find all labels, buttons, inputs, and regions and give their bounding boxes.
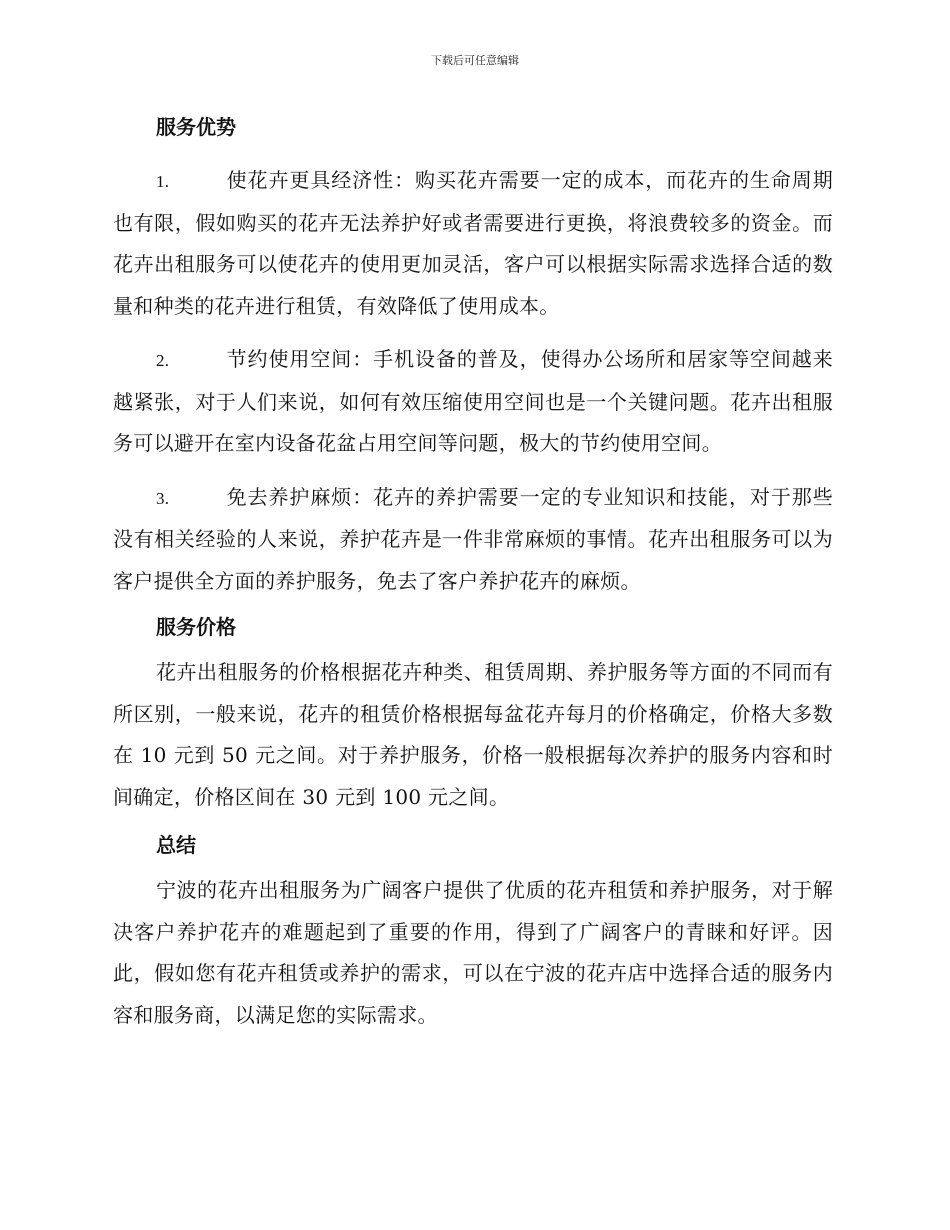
pricing-paragraph: 花卉出租服务的价格根据花卉种类、租赁周期、养护服务等方面的不同而有所区别，一般来说，花卉的租赁价格根据每盆花卉每月的价格确定，价格大多数在 10 元到 50 元之间。对于养护服务，价格一般根据每次养护的服务内容和时间确定，价格区间在 30 元到 100 元之间。 [113, 660, 833, 809]
list-item-text: 节约使用空间：手机设备的普及，使得办公场所和居家等空间越来越紧张，对于人们来说，如何有效压缩使用空间也是一个关键问题。花卉出租服务可以避开在室内设备花盆占用空间等问题，极大的节约使用空间。 [113, 347, 833, 455]
list-item-3 [113, 477, 833, 603]
list-item-number: 1. [156, 172, 170, 191]
list-item-text: 免去养护麻烦：花卉的养护需要一定的专业知识和技能，对于那些没有相关经验的人来说，养护花卉是一件非常麻烦的事情。花卉出租服务可以为客户提供全方面的养护服务，免去了客户养护花卉的麻烦。 [113, 484, 833, 593]
section-heading-advantages: 服务优势 [156, 115, 236, 139]
summary-paragraph: 宁波的花卉出租服务为广阔客户提供了优质的花卉租赁和养护服务，对于解决客户养护花卉的难题起到了重要的作用，得到了广阔客户的青睐和好评。因此，假如您有花卉租赁或养护的需求，可以在宁波的花卉店中选择合适的服务内容和服务商，以满足您的实际需求。 [113, 878, 833, 1027]
page-header-note: 下载后可任意编辑 [431, 54, 519, 67]
document-body [113, 108, 833, 1036]
list-item-2 [113, 339, 833, 465]
list-item-number: 3. [156, 488, 170, 508]
list-item-1 [113, 160, 833, 327]
list-item-text: 使花卉更具经济性：购买花卉需要一定的成本，而花卉的生命周期也有限，假如购买的花卉无法养护好或者需要进行更换，将浪费较多的资金。而花卉出租服务可以使花卉的使用更加灵活，客户可以根据实际需求选择合适的数量和种类的花卉进行租赁，有效降低了使用成本。 [113, 168, 833, 318]
list-item-number: 2. [156, 351, 170, 370]
section-heading-pricing: 服务价格 [156, 615, 236, 639]
section-heading-summary: 总结 [156, 833, 196, 857]
